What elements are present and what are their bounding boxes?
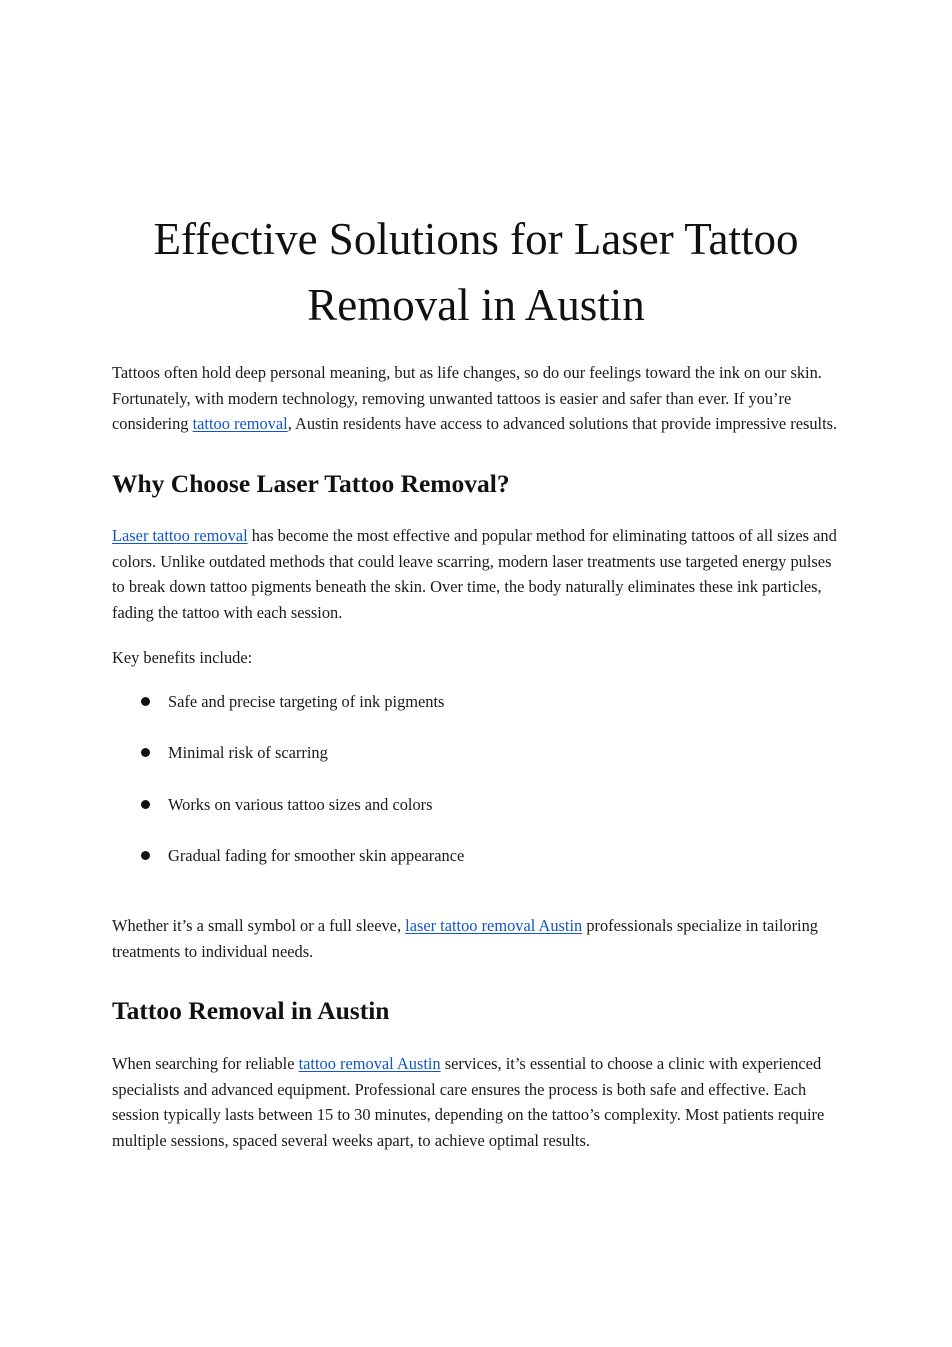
intro-text-before-link: Tattoos often hold deep personal meaning, but as life changes, so do our feelings toward the ink on our skin. Fortunately, with modern technology, removing unwanted tattoos is easier and safer than ever. If you’re considering: [112, 363, 822, 434]
bullet-dot-icon: [141, 697, 150, 706]
benefit-text: Works on various tattoo sizes and colors: [168, 794, 433, 814]
bullet-dot-icon: [141, 748, 150, 757]
list-item: [112, 740, 842, 791]
benefit-text: Safe and precise targeting of ink pigments: [168, 692, 445, 711]
benefits-list: [112, 689, 842, 895]
page-title: Effective Solutions for Laser Tattoo Removal in Austin: [153, 214, 799, 330]
bullet-dot-icon: [141, 800, 150, 809]
benefit-text: Gradual fading for smoother skin appearance: [168, 846, 465, 866]
austin-text-before-link: When searching for reliable: [112, 1054, 299, 1073]
tattoo-removal-austin-link[interactable]: tattoo removal Austin: [298, 1054, 441, 1073]
why-choose-text: has become the most effective and popular method for eliminating tattoos of all sizes and colors. Unlike outdated methods that could leave scarring, modern laser treatments use targeted energy pulses to break down tattoo pigments beneath the skin. Over time, the body naturally eliminates these ink particles, fading the tattoo with each session.: [112, 526, 837, 622]
list-item: [112, 843, 842, 894]
section-heading-why-choose: Why Choose Laser Tattoo Removal?: [112, 469, 510, 498]
list-item: [112, 689, 842, 740]
sleeve-text-before-link: Whether it’s a small symbol or a full sleeve,: [112, 916, 406, 935]
sleeve-text-after-link: professionals specialize in tailoring treatments to individual needs.: [112, 916, 818, 961]
austin-paragraph: [112, 1051, 842, 1153]
intro-paragraph: [112, 360, 842, 437]
laser-tattoo-removal-link[interactable]: Laser tattoo removal: [112, 526, 248, 545]
austin-text-after-link: services, it’s essential to choose a clinic with experienced specialists and advanced equipment. Professional care ensures the process is both safe and effective. Each session typically lasts between 15 to 30 minutes, depending on the tattoo’s complexity. Most patients require multiple sessions, spaced several weeks apart, to achieve optimal results.: [112, 1054, 825, 1150]
why-choose-paragraph: [112, 523, 842, 625]
laser-tattoo-removal-austin-link[interactable]: laser tattoo removal Austin: [405, 916, 583, 935]
benefits-intro: Key benefits include:: [112, 648, 253, 667]
section-heading-austin: Tattoo Removal in Austin: [112, 996, 390, 1025]
list-item: [112, 792, 842, 843]
benefit-text: Minimal risk of scarring: [168, 743, 328, 763]
bullet-dot-icon: [141, 851, 150, 860]
tattoo-removal-link[interactable]: tattoo removal: [192, 414, 288, 434]
intro-text-after-link: , Austin residents have access to advanced solutions that provide impressive results.: [287, 414, 838, 434]
sleeve-paragraph: [112, 913, 842, 964]
